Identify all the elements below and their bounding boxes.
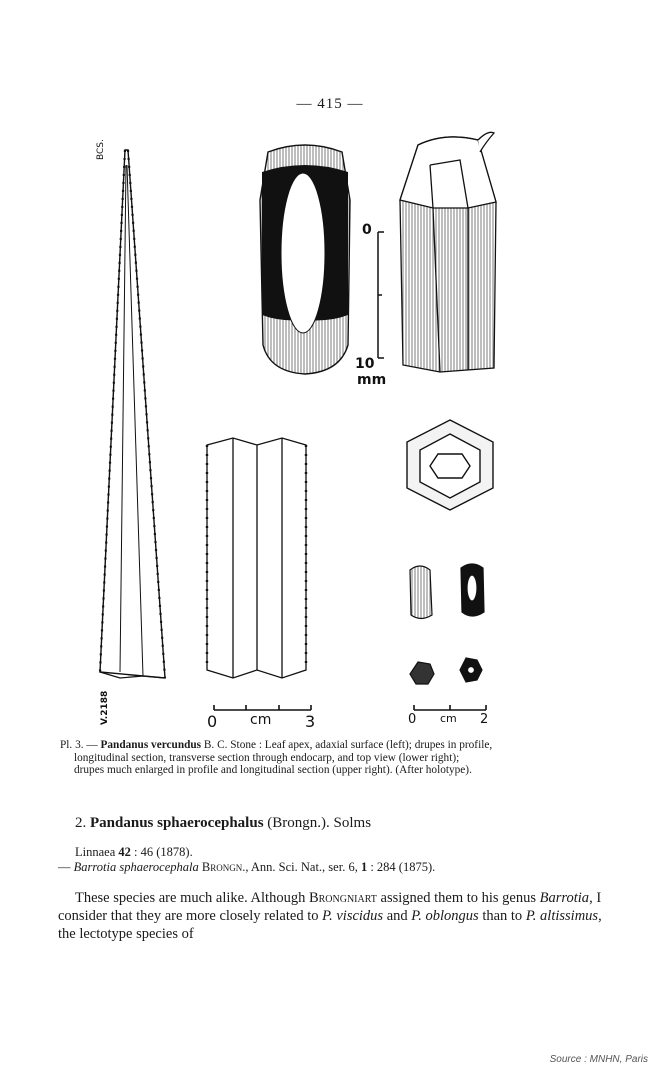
ref2-dash: — — [58, 860, 74, 874]
figure-caption — [60, 739, 620, 777]
reference-linnaea — [58, 845, 435, 860]
ref1-journal: Linnaea — [75, 845, 119, 859]
caption-line-3: drupes much enlarged in profile and longitudinal section (upper right). (After holotype). — [74, 764, 472, 777]
artist-initials: BCS. — [96, 139, 106, 160]
body-text-1: These species are much alike. Although — [75, 890, 309, 906]
mm-scale-unit: mm — [357, 372, 387, 388]
body-paragraph — [58, 889, 613, 943]
leaf-section-drawing — [207, 438, 306, 678]
source-credit: Source : MNHN, Paris — [549, 1054, 648, 1065]
ref2-author: Brongn. — [198, 860, 246, 874]
body-text-6: , the lectotype species of — [58, 908, 602, 942]
species-heading — [75, 815, 371, 832]
body-text-4: and — [383, 908, 412, 924]
body-barrotia: Barrotia — [539, 890, 590, 906]
cm2-scale-unit: cm — [440, 712, 457, 725]
caption-species: Pandanus vercundus — [100, 739, 202, 751]
page-number: — 415 — — [296, 96, 364, 112]
mm-scale-top-label: 0 — [362, 222, 372, 238]
section-species: Pandanus sphaerocephalus — [90, 815, 264, 831]
cm2-scale-end: 2 — [480, 712, 489, 727]
body-text-2: assigned them to his genus — [376, 890, 540, 906]
ref1-rest: : 46 (1878). — [130, 845, 193, 859]
body-oblongus: P. oblongus — [411, 908, 479, 924]
reference-barrotia — [58, 860, 435, 875]
ref2-rest1: , Ann. Sci. Nat., ser. 6, — [245, 860, 361, 874]
body-viscidus: P. viscidus — [322, 908, 384, 924]
ref2-rest2: : 284 (1875). — [367, 860, 436, 874]
drupe-longitudinal-section-drawing — [260, 145, 350, 374]
synonymy-references — [58, 845, 435, 875]
mm-scale-bottom-label: 10 — [355, 356, 375, 372]
cm3-scale-unit: cm — [250, 712, 272, 728]
drupe-profile-drawing — [400, 132, 496, 372]
ref2-volume: 1 — [360, 860, 368, 874]
small-drupes-drawings — [410, 564, 484, 684]
caption-line-2: longitudinal section, transverse section through endocarp, and top view (lower right); — [74, 751, 460, 764]
cm-scale-bar-3 — [214, 705, 311, 710]
caption-prefix: Pl. 3. — — [60, 739, 101, 751]
body-text-3: , I consider that they are more closely related to — [58, 890, 602, 924]
cm-scale-bar-2 — [414, 705, 486, 710]
body-text-5: than to — [478, 908, 526, 924]
ref1-volume: 42 — [118, 845, 131, 859]
endocarp-transverse-section-drawing — [407, 420, 493, 510]
section-number: 2. — [75, 815, 90, 831]
caption-authority: B. C. Stone : Leaf apex, adaxial surface (left); drupes in profile, — [201, 739, 493, 751]
mm-scale-bar — [378, 232, 384, 358]
leaf-apex-drawing — [100, 150, 165, 678]
body-altissimus: P. altissimus — [525, 908, 599, 924]
cm2-scale-start: 0 — [408, 712, 417, 727]
cm3-scale-start: 0 — [207, 712, 218, 731]
section-authority: (Brongn.). Solms — [263, 815, 372, 831]
body-brongniart: Brongniart — [308, 890, 377, 906]
specimen-number: V.2188 — [100, 690, 110, 725]
ref2-name: Barrotia sphaerocephala — [73, 860, 199, 874]
cm3-scale-end: 3 — [305, 712, 316, 731]
